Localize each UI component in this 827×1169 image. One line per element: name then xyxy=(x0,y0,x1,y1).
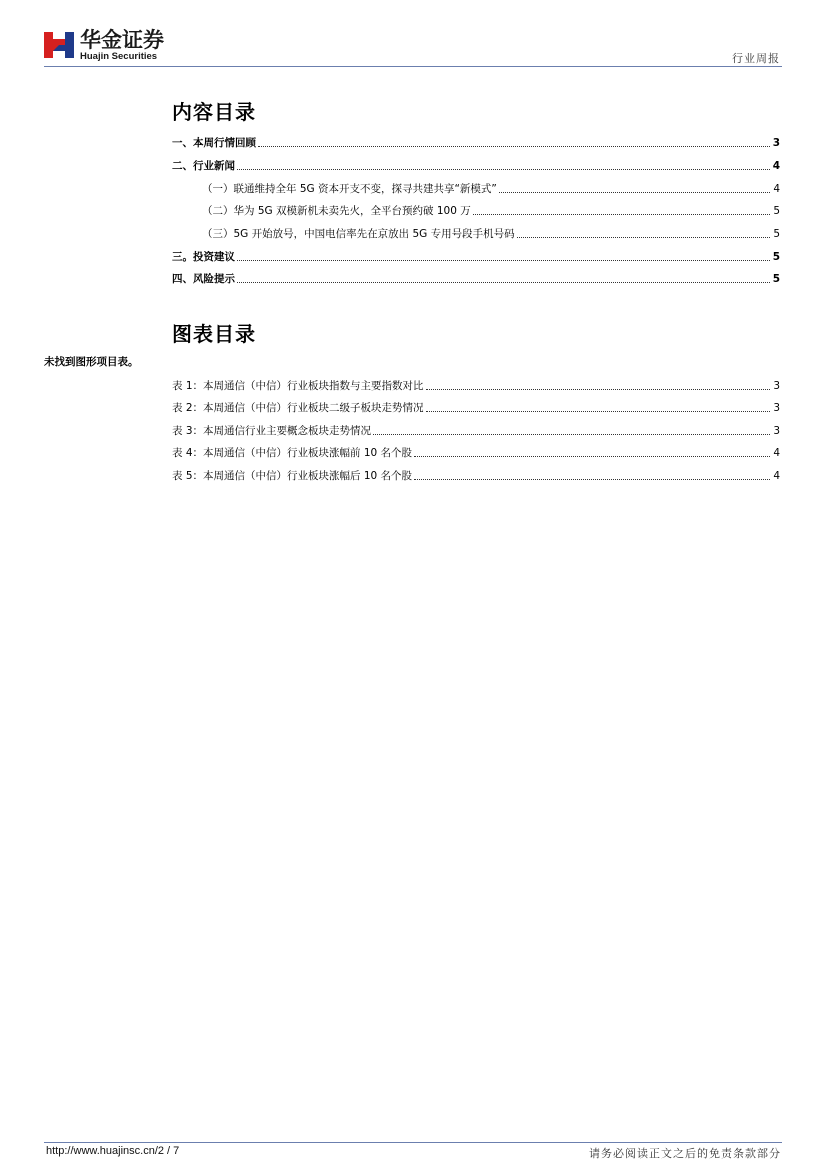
toc-item-page: 5 xyxy=(772,251,780,263)
toc-item-page: 4 xyxy=(772,160,780,172)
toc-title: 内容目录 xyxy=(172,100,256,124)
toc-item-text: （三）5G 开始放号，中国电信率先在京放出 5G 专用号段手机号码 xyxy=(202,228,515,240)
toc-item[interactable] xyxy=(172,248,780,264)
toc-item-page: 5 xyxy=(773,205,780,217)
toc-item[interactable] xyxy=(202,225,780,241)
footer-url-page[interactable]: http://www.huajinsc.cn/2 / 7 xyxy=(46,1145,180,1157)
toc-item-text: 四、风险提示 xyxy=(172,273,235,285)
toc-item-text: （一）联通维持全年 5G 资本开支不变，探寻共建共享“新模式” xyxy=(202,183,497,195)
logo-english-name: Huajin Securities xyxy=(80,51,158,62)
page-header xyxy=(44,28,782,66)
toc-leader-dots xyxy=(237,169,770,170)
footer-disclaimer: 请务必阅读正文之后的免责条款部分 xyxy=(589,1147,781,1160)
toc-leader-dots xyxy=(473,214,771,215)
figures-title: 图表目录 xyxy=(172,322,256,346)
figure-item[interactable] xyxy=(172,399,780,415)
toc-leader-dots xyxy=(517,237,771,238)
toc-item-page: 4 xyxy=(773,183,780,195)
toc-item-page: 5 xyxy=(773,228,780,240)
report-type-label: 行业周报 xyxy=(732,52,780,65)
toc-leader-dots xyxy=(426,389,771,390)
toc-item-text: 二、行业新闻 xyxy=(172,160,235,172)
toc-item[interactable] xyxy=(172,157,780,173)
toc-item-page: 3 xyxy=(772,137,780,149)
toc-item-text: （二）华为 5G 双模新机未卖先火，全平台预约破 100 万 xyxy=(202,205,471,217)
figure-item-page: 4 xyxy=(773,470,780,482)
figure-item[interactable] xyxy=(172,467,780,483)
toc-item-text: 一、本周行情回顾 xyxy=(172,137,256,149)
toc-leader-dots xyxy=(426,411,771,412)
toc-leader-dots xyxy=(258,146,770,147)
figure-item[interactable] xyxy=(172,444,780,460)
header-divider xyxy=(44,66,782,67)
footer-divider xyxy=(44,1142,782,1143)
toc-item-text: 三。投资建议 xyxy=(172,251,235,263)
toc-leader-dots xyxy=(373,434,770,435)
figure-item-page: 3 xyxy=(773,402,780,414)
figure-item-text: 表 4：本周通信（中信）行业板块涨幅前 10 名个股 xyxy=(172,447,413,459)
figure-item-text: 表 3：本周通信行业主要概念板块走势情况 xyxy=(172,425,372,437)
figure-item-text: 表 5：本周通信（中信）行业板块涨幅后 10 名个股 xyxy=(172,470,413,482)
figure-item-page: 3 xyxy=(773,425,780,437)
figure-item-text: 表 2：本周通信（中信）行业板块二级子板块走势情况 xyxy=(172,402,424,414)
toc-leader-dots xyxy=(414,479,770,480)
huajin-logo-icon xyxy=(44,28,74,62)
toc-leader-dots xyxy=(414,456,770,457)
no-figures-notice: 未找到图形项目表。 xyxy=(44,356,139,368)
toc-item[interactable] xyxy=(202,180,780,196)
toc-item[interactable] xyxy=(172,134,780,150)
toc-leader-dots xyxy=(237,282,770,283)
toc-item[interactable] xyxy=(172,270,780,286)
toc-leader-dots xyxy=(499,192,770,193)
figure-item-page: 3 xyxy=(773,380,780,392)
figure-item[interactable] xyxy=(172,377,780,393)
logo-chinese-name: 华金证券 xyxy=(80,28,164,52)
toc-item-page: 5 xyxy=(772,273,780,285)
figure-item-text: 表 1：本周通信（中信）行业板块指数与主要指数对比 xyxy=(172,380,424,392)
toc-item[interactable] xyxy=(202,202,780,218)
figure-item[interactable] xyxy=(172,422,780,438)
figure-item-page: 4 xyxy=(773,447,780,459)
toc-leader-dots xyxy=(237,260,770,261)
